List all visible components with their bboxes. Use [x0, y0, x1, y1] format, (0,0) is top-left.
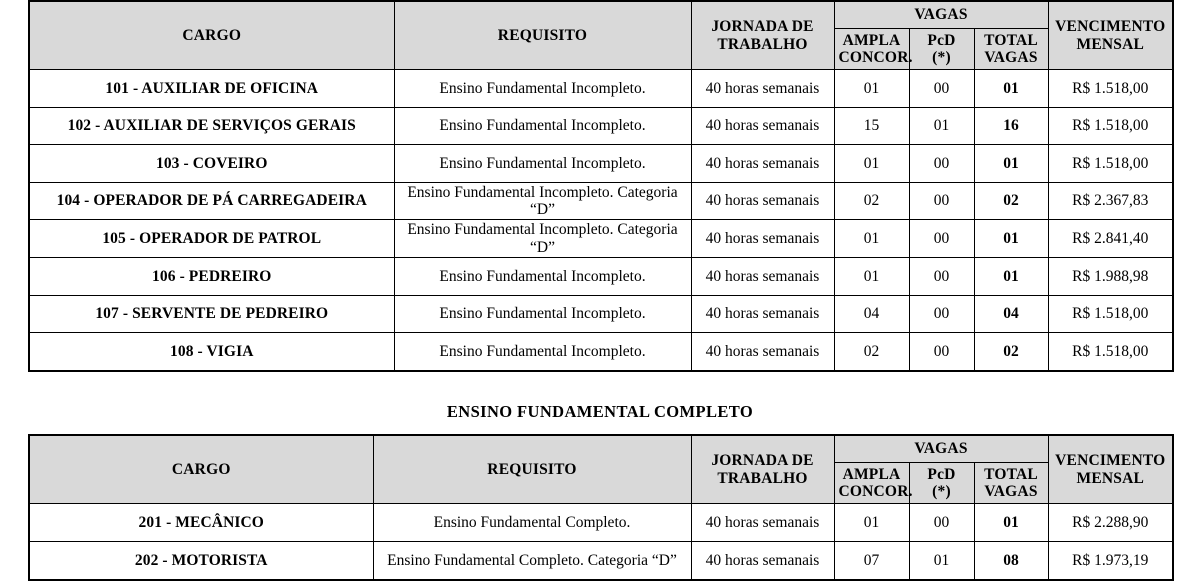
- table-two-body: [29, 504, 1173, 581]
- cell-cargo: 106 - PEDREIRO: [29, 257, 394, 295]
- cell-jornada: 40 horas semanais: [691, 70, 834, 108]
- cell-total-vagas: 01: [974, 145, 1048, 183]
- cell-requisito-line1: Ensino Fundamental Incompleto. Categoria: [407, 221, 678, 239]
- header-vencimento-line1: VENCIMENTO: [1055, 18, 1166, 36]
- table-row: [29, 145, 1173, 183]
- cell-total-vagas: 02: [974, 182, 1048, 220]
- header-cargo: CARGO: [29, 1, 394, 70]
- cell-pcd: 00: [909, 333, 974, 371]
- header-vagas-group: VAGAS: [834, 1, 1048, 29]
- header-pcd-line1: PcD: [927, 31, 956, 49]
- cell-ampla-concor: 01: [834, 504, 909, 542]
- table-row: [29, 107, 1173, 145]
- cell-jornada: 40 horas semanais: [691, 295, 834, 333]
- cell-cargo: 104 - OPERADOR DE PÁ CARREGADEIRA: [29, 182, 394, 220]
- cell-requisito: [394, 220, 691, 258]
- cell-requisito: [394, 182, 691, 220]
- header-jornada-line2: TRABALHO: [717, 35, 808, 53]
- header-vencimento-line2: MENSAL: [1076, 35, 1145, 53]
- table-row: [29, 333, 1173, 371]
- cell-ampla-concor: 04: [834, 295, 909, 333]
- cell-pcd: 00: [909, 182, 974, 220]
- cell-requisito-line2: “D”: [530, 238, 555, 256]
- header-ampla-line2: CONCOR.: [838, 49, 913, 66]
- cell-ampla-concor: 01: [834, 70, 909, 108]
- cell-jornada: 40 horas semanais: [691, 182, 834, 220]
- table-header-row-top: [29, 1, 1173, 29]
- header-jornada: [691, 1, 834, 70]
- cell-jornada: 40 horas semanais: [691, 504, 834, 542]
- cell-vencimento: R$ 1.988,98: [1048, 257, 1173, 295]
- cell-vencimento: R$ 1.518,00: [1048, 295, 1173, 333]
- cell-vencimento: R$ 1.518,00: [1048, 333, 1173, 371]
- table-one-header: [29, 1, 1173, 70]
- cell-ampla-concor: 01: [834, 220, 909, 258]
- header-jornada: [691, 435, 834, 504]
- header-pcd: [909, 29, 974, 70]
- cell-pcd: 00: [909, 257, 974, 295]
- cell-vencimento: R$ 1.518,00: [1048, 107, 1173, 145]
- header-requisito: REQUISITO: [394, 1, 691, 70]
- cell-jornada: 40 horas semanais: [691, 220, 834, 258]
- cell-vencimento: R$ 2.288,90: [1048, 504, 1173, 542]
- header-ampla-line1: AMPLA: [842, 31, 901, 49]
- cell-cargo: 202 - MOTORISTA: [29, 542, 373, 581]
- header-cargo: CARGO: [29, 435, 373, 504]
- cell-ampla-concor: 01: [834, 257, 909, 295]
- cell-requisito: Ensino Fundamental Incompleto.: [394, 295, 691, 333]
- cell-requisito: Ensino Fundamental Completo.: [373, 504, 691, 542]
- cell-requisito: Ensino Fundamental Completo. Categoria “D”: [373, 542, 691, 581]
- cell-pcd: 01: [909, 107, 974, 145]
- cell-requisito: Ensino Fundamental Incompleto.: [394, 70, 691, 108]
- header-pcd-line1: PcD: [927, 465, 956, 483]
- cell-pcd: 01: [909, 542, 974, 581]
- vacancy-table-incomplete-section: [28, 0, 1172, 372]
- cell-ampla-concor: 15: [834, 107, 909, 145]
- cell-ampla-concor: 02: [834, 333, 909, 371]
- cell-vencimento: R$ 1.518,00: [1048, 70, 1173, 108]
- table-row: [29, 182, 1173, 220]
- cell-jornada: 40 horas semanais: [691, 542, 834, 581]
- header-total-line2: VAGAS: [984, 49, 1038, 66]
- header-vencimento-line2: MENSAL: [1076, 469, 1145, 487]
- cell-pcd: 00: [909, 70, 974, 108]
- cell-total-vagas: 01: [974, 504, 1048, 542]
- header-total-vagas: [974, 463, 1048, 504]
- table-one-body: [29, 70, 1173, 371]
- header-ampla-line2: CONCOR.: [838, 483, 913, 500]
- cell-requisito: Ensino Fundamental Incompleto.: [394, 145, 691, 183]
- cell-total-vagas: 01: [974, 257, 1048, 295]
- cell-requisito: Ensino Fundamental Incompleto.: [394, 257, 691, 295]
- header-total-line1: TOTAL: [984, 31, 1038, 49]
- cell-pcd: 00: [909, 145, 974, 183]
- header-pcd-line2: (*): [932, 49, 951, 66]
- cell-pcd: 00: [909, 220, 974, 258]
- header-vencimento: [1048, 435, 1173, 504]
- cell-total-vagas: 16: [974, 107, 1048, 145]
- header-vencimento-line1: VENCIMENTO: [1055, 452, 1166, 470]
- cell-vencimento: R$ 1.973,19: [1048, 542, 1173, 581]
- header-jornada-line1: JORNADA DE: [711, 18, 814, 36]
- cell-vencimento: R$ 2.367,83: [1048, 182, 1173, 220]
- header-total-vagas: [974, 29, 1048, 70]
- cell-pcd: 00: [909, 504, 974, 542]
- header-total-line2: VAGAS: [984, 483, 1038, 500]
- cell-jornada: 40 horas semanais: [691, 145, 834, 183]
- cell-requisito-line2: “D”: [530, 201, 555, 219]
- header-pcd-line2: (*): [932, 483, 951, 500]
- vacancy-table-complete-section: [28, 434, 1172, 581]
- cell-pcd: 00: [909, 295, 974, 333]
- header-jornada-line1: JORNADA DE: [711, 452, 814, 470]
- table-row: [29, 295, 1173, 333]
- table-header-row-top: [29, 435, 1173, 463]
- cell-jornada: 40 horas semanais: [691, 257, 834, 295]
- cell-total-vagas: 02: [974, 333, 1048, 371]
- header-ampla-line1: AMPLA: [842, 465, 901, 483]
- cell-cargo: 107 - SERVENTE DE PEDREIRO: [29, 295, 394, 333]
- cell-jornada: 40 horas semanais: [691, 107, 834, 145]
- cell-total-vagas: 01: [974, 220, 1048, 258]
- header-requisito: REQUISITO: [373, 435, 691, 504]
- header-total-line1: TOTAL: [984, 465, 1038, 483]
- header-ampla-concor: [834, 463, 913, 504]
- cell-total-vagas: 01: [974, 70, 1048, 108]
- cell-cargo: 103 - COVEIRO: [29, 145, 394, 183]
- table-two-header: [29, 435, 1173, 504]
- vacancy-table-one: [28, 0, 1174, 372]
- vacancy-table-two: [28, 434, 1174, 581]
- table-row: [29, 504, 1173, 542]
- cell-requisito-line1: Ensino Fundamental Incompleto. Categoria: [407, 183, 678, 201]
- cell-vencimento: R$ 1.518,00: [1048, 145, 1173, 183]
- cell-ampla-concor: 07: [834, 542, 909, 581]
- table-row: [29, 257, 1173, 295]
- header-pcd: [909, 463, 974, 504]
- section-title-fundamental-completo: ENSINO FUNDAMENTAL COMPLETO: [446, 402, 754, 421]
- header-vencimento: [1048, 1, 1173, 70]
- cell-cargo: 102 - AUXILIAR DE SERVIÇOS GERAIS: [29, 107, 394, 145]
- cell-cargo: 105 - OPERADOR DE PATROL: [29, 220, 394, 258]
- header-vagas-group: VAGAS: [834, 435, 1048, 463]
- cell-requisito: Ensino Fundamental Incompleto.: [394, 333, 691, 371]
- cell-cargo: 101 - AUXILIAR DE OFICINA: [29, 70, 394, 108]
- cell-ampla-concor: 01: [834, 145, 909, 183]
- cell-total-vagas: 08: [974, 542, 1048, 581]
- header-ampla-concor: [834, 29, 913, 70]
- table-row: [29, 220, 1173, 258]
- cell-ampla-concor: 02: [834, 182, 909, 220]
- table-row: [29, 542, 1173, 581]
- cell-cargo: 201 - MECÂNICO: [29, 504, 373, 542]
- cell-vencimento: R$ 2.841,40: [1048, 220, 1173, 258]
- cell-requisito: Ensino Fundamental Incompleto.: [394, 107, 691, 145]
- table-row: [29, 70, 1173, 108]
- cell-cargo: 108 - VIGIA: [29, 333, 394, 371]
- header-jornada-line2: TRABALHO: [717, 469, 808, 487]
- cell-total-vagas: 04: [974, 295, 1048, 333]
- cell-jornada: 40 horas semanais: [691, 333, 834, 371]
